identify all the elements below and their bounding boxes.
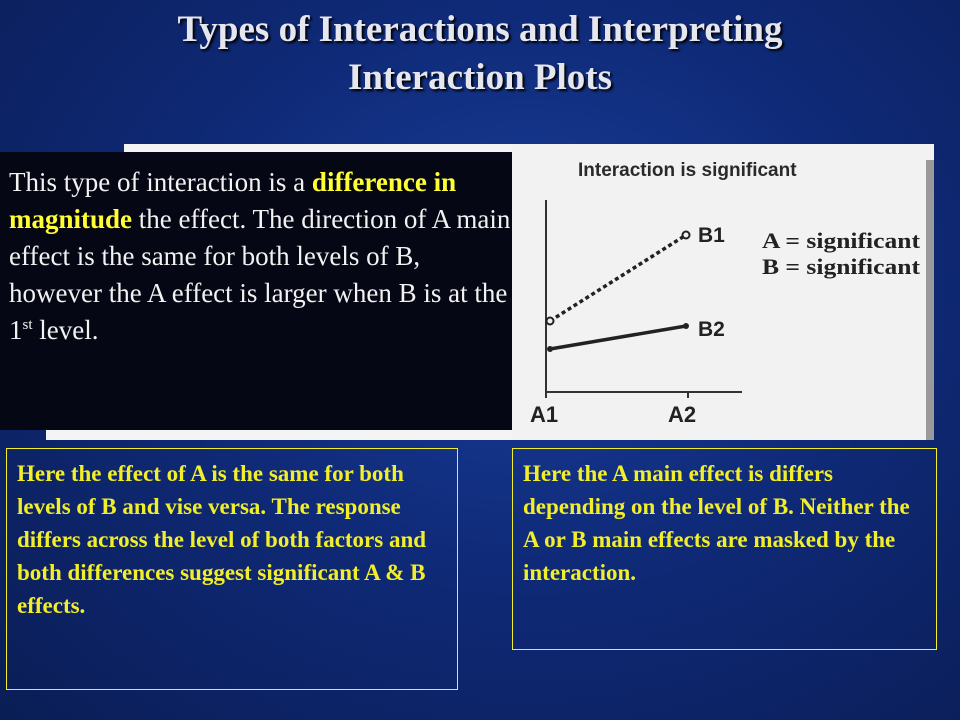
description-box [0,152,512,430]
description-superscript: st [22,317,33,333]
note-box-right-text: Here the A main effect is differs depending on the level of B. Neither the A or B main effects are masked by the interaction. [523,461,910,585]
series-b2-point-a2 [683,323,689,329]
slide-title-line1: Types of Interactions and Interpreting [177,9,783,50]
series-b2-point-a1 [547,346,553,352]
plot-header: Interaction is significant [578,160,797,181]
series-b1-point-a1 [547,318,554,325]
description-part1: This type of interaction is a [9,167,312,197]
interaction-plot [512,144,934,440]
series-b1-point-a2 [683,232,690,239]
series-b1-line [550,235,686,321]
legend-a: A = significant [762,228,921,253]
description-part3: level. [32,315,99,345]
description-highlight: difference in magnitude [9,167,457,234]
series-b2-line [550,326,686,349]
slide-title-line2: Interaction Plots [347,57,613,98]
x-tick-label-a2: A2 [668,402,697,427]
slide-title [0,6,960,102]
note-box-left-text: Here the effect of A is the same for both levels of B and vise versa. The response differs across the level of both factors and both differences suggest significant A & B effects. [17,461,427,618]
series-b2-label: B2 [698,318,725,341]
plot-edge-shadow [926,160,934,440]
legend-b: B = significant [762,254,921,279]
note-box-right [512,448,937,650]
interaction-plot-svg [512,144,934,440]
description-part2: the effect. The direction of A main effect is the same for both levels of B, however the A effect is larger when B is at the 1 [9,204,511,345]
x-tick-label-a1: A1 [530,402,559,427]
note-box-left [6,448,458,690]
series-b1-label: B1 [698,224,725,247]
